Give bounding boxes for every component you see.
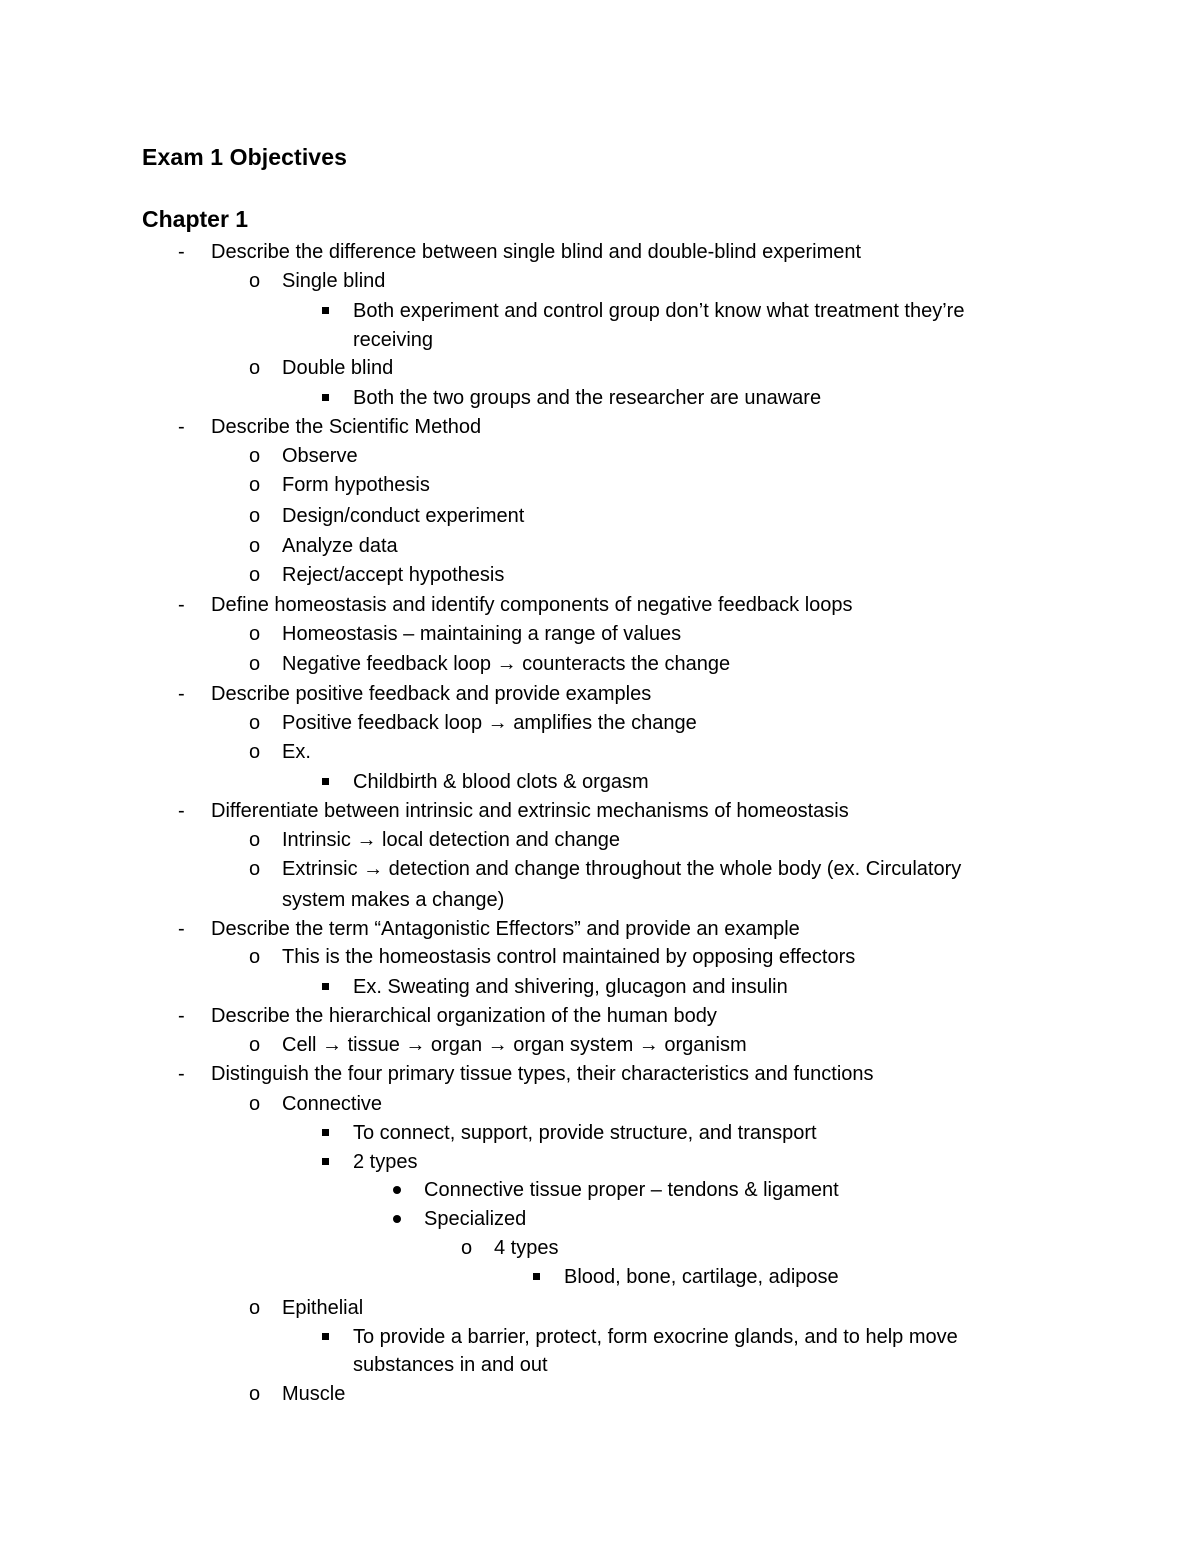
list-item-text: Both experiment and control group don’t know what treatment they’re	[353, 300, 965, 322]
circle-bullet: o	[249, 712, 261, 734]
list-item-text: Extrinsic → detection and change throughout the whole body (ex. Circulatory	[282, 858, 962, 880]
list-item-text: Single blind	[282, 270, 386, 292]
circle-bullet: o	[249, 1297, 261, 1319]
circle-bullet: o	[249, 1093, 261, 1115]
list-item-text: Distinguish the four primary tissue types, their characteristics and functions	[211, 1063, 874, 1085]
list-item-text: Double blind	[282, 357, 394, 379]
list-item-text: Observe	[282, 445, 358, 467]
list-item-text: Intrinsic → local detection and change	[282, 829, 620, 851]
list-item-text: Reject/accept hypothesis	[282, 564, 505, 586]
dash-bullet: -	[178, 683, 185, 705]
list-item-text: Cell → tissue → organ → organ system → organism	[282, 1034, 747, 1056]
list-item-text: Epithelial	[282, 1297, 364, 1319]
list-item-text: Form hypothesis	[282, 474, 430, 496]
dash-bullet: -	[178, 416, 185, 438]
dash-bullet: -	[178, 1063, 185, 1085]
dash-bullet: -	[178, 1005, 185, 1027]
list-item-text: Describe positive feedback and provide examples	[211, 683, 652, 705]
list-item-text: Analyze data	[282, 535, 398, 557]
list-item-text: To connect, support, provide structure, and transport	[353, 1122, 817, 1144]
square-bullet-icon	[322, 778, 329, 785]
circle-bullet: o	[249, 623, 261, 645]
list-item-text: receiving	[353, 329, 434, 351]
list-item-text: Define homeostasis and identify components of negative feedback loops	[211, 594, 853, 616]
list-item-text: Design/conduct experiment	[282, 505, 525, 527]
dash-bullet: -	[178, 594, 185, 616]
list-item-text: This is the homeostasis control maintained by opposing effectors	[282, 946, 856, 968]
list-item-text: Connective	[282, 1093, 383, 1115]
circle-bullet: o	[249, 946, 261, 968]
list-item-text: Blood, bone, cartilage, adipose	[564, 1266, 839, 1288]
dash-bullet: -	[178, 241, 185, 263]
list-item-text: Specialized	[424, 1208, 527, 1230]
square-bullet-icon	[322, 1129, 329, 1136]
square-bullet-icon	[533, 1273, 540, 1280]
circle-bullet: o	[249, 1034, 261, 1056]
dash-bullet: -	[178, 800, 185, 822]
circle-bullet: o	[249, 357, 261, 379]
circle-bullet: o	[249, 858, 261, 880]
list-item-text: substances in and out	[353, 1354, 548, 1376]
list-item-text: Negative feedback loop → counteracts the change	[282, 653, 731, 675]
list-item-text: system makes a change)	[282, 889, 505, 911]
square-bullet-icon	[322, 307, 329, 314]
circle-bullet: o	[461, 1237, 473, 1259]
document-title: Exam 1 Objectives	[142, 144, 347, 170]
list-item-text: Describe the Scientific Method	[211, 416, 482, 438]
circle-bullet: o	[249, 564, 261, 586]
list-item-text: Ex.	[282, 741, 311, 763]
list-item-text: Positive feedback loop → amplifies the change	[282, 712, 697, 734]
list-item-text: Describe the term “Antagonistic Effectors” and provide an example	[211, 918, 800, 940]
square-bullet-icon	[322, 1333, 329, 1340]
list-item-text: 4 types	[494, 1237, 559, 1259]
circle-bullet: o	[249, 535, 261, 557]
circle-bullet: o	[249, 1383, 261, 1405]
square-bullet-icon	[322, 394, 329, 401]
list-item-text: Connective tissue proper – tendons & ligament	[424, 1179, 839, 1201]
list-item-text: Childbirth & blood clots & orgasm	[353, 771, 649, 793]
list-item-text: Muscle	[282, 1383, 346, 1405]
dash-bullet: -	[178, 918, 185, 940]
circle-bullet: o	[249, 445, 261, 467]
list-item-text: Differentiate between intrinsic and extrinsic mechanisms of homeostasis	[211, 800, 849, 822]
dot-bullet-icon	[393, 1186, 401, 1194]
circle-bullet: o	[249, 474, 261, 496]
circle-bullet: o	[249, 829, 261, 851]
chapter-heading: Chapter 1	[142, 206, 249, 232]
list-item-text: 2 types	[353, 1151, 418, 1173]
list-item-text: Describe the hierarchical organization of the human body	[211, 1005, 717, 1027]
square-bullet-icon	[322, 983, 329, 990]
list-item-text: Both the two groups and the researcher are unaware	[353, 387, 822, 409]
list-item-text: To provide a barrier, protect, form exocrine glands, and to help move	[353, 1326, 958, 1348]
dot-bullet-icon	[393, 1215, 401, 1223]
circle-bullet: o	[249, 270, 261, 292]
list-item-text: Homeostasis – maintaining a range of values	[282, 623, 682, 645]
square-bullet-icon	[322, 1158, 329, 1165]
circle-bullet: o	[249, 653, 261, 675]
circle-bullet: o	[249, 505, 261, 527]
circle-bullet: o	[249, 741, 261, 763]
list-item-text: Describe the difference between single blind and double-blind experiment	[211, 241, 862, 263]
list-item-text: Ex. Sweating and shivering, glucagon and insulin	[353, 976, 788, 998]
